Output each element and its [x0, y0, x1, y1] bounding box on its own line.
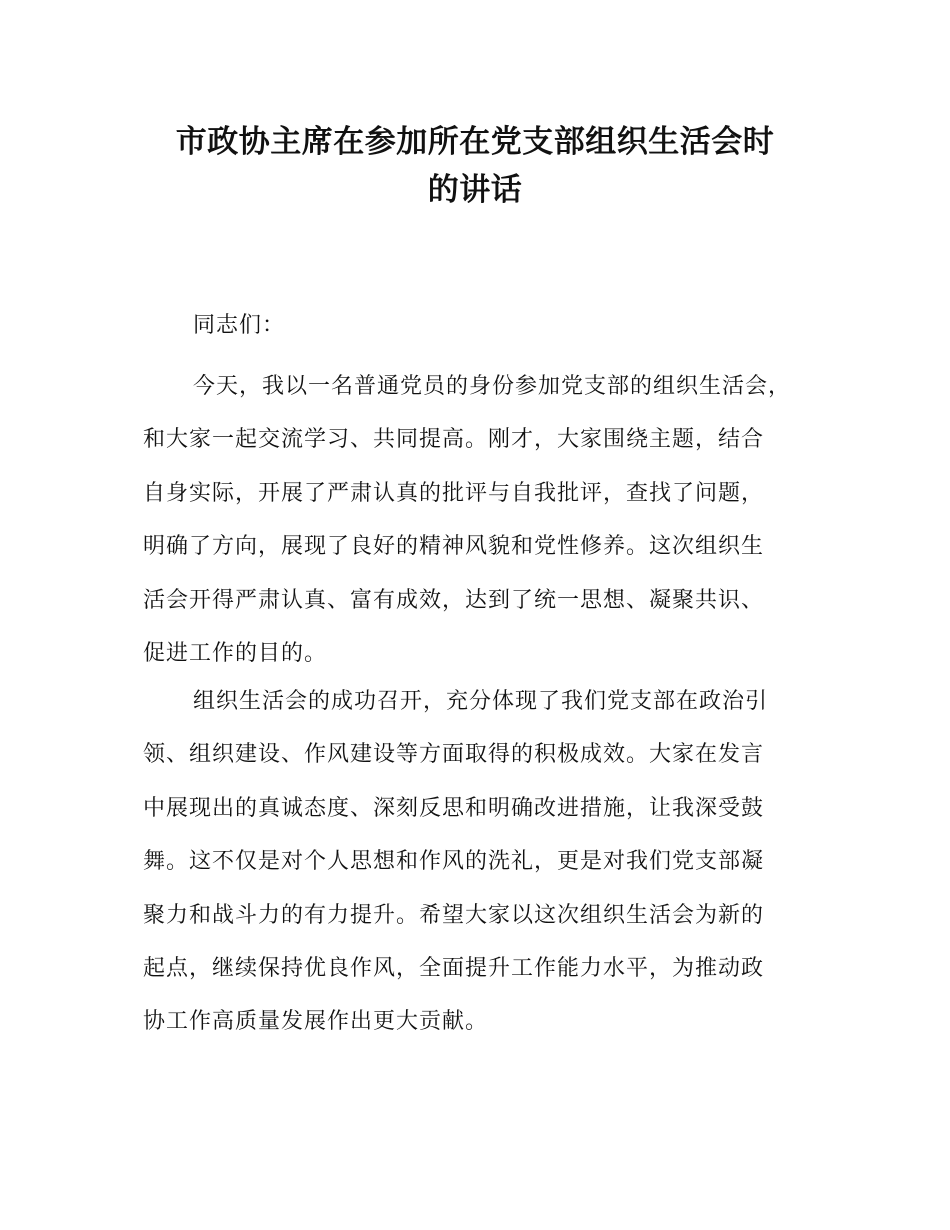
paragraph-2 [143, 675, 823, 1049]
paragraph-line: 活会开得严肃认真、富有成效，达到了统一思想、凝聚共识、 [143, 587, 765, 613]
title-line-1: 市政协主席在参加所在党支部组织生活会时 [175, 124, 775, 160]
paragraph-line: 领、组织建设、作风建设等方面取得的积极成效。大家在发言 [143, 742, 765, 768]
paragraph-line: 明确了方向，展现了良好的精神风貌和党性修养。这次组织生 [143, 534, 765, 560]
paragraph-line: 和大家一起交流学习、共同提高。刚才，大家围绕主题，结合 [143, 427, 765, 453]
document-title [120, 118, 830, 214]
paragraph-line: 自身实际，开展了严肃认真的批评与自我批评，查找了问题， [143, 480, 765, 506]
paragraph-line: 今天，我以一名普通党员的身份参加党支部的组织生活会， [193, 374, 792, 399]
paragraph-line: 聚力和战斗力的有力提升。希望大家以这次组织生活会为新的 [143, 902, 765, 928]
title-line-2: 的讲话 [427, 172, 523, 208]
paragraph-line: 舞。这不仅是对个人思想和作风的洗礼，更是对我们党支部凝 [143, 849, 765, 875]
greeting: 同志们： [193, 313, 286, 338]
paragraph-line: 促进工作的目的。 [143, 641, 328, 667]
paragraph-line: 中展现出的真诚态度、深刻反思和明确改进措施，让我深受鼓 [143, 795, 765, 821]
paragraph-line: 协工作高质量发展作出更大贡献。 [143, 1009, 489, 1035]
paragraph-1 [143, 360, 823, 680]
paragraph-line: 组织生活会的成功召开，充分体现了我们党支部在政治引 [193, 689, 769, 714]
paragraph-line: 起点，继续保持优良作风，全面提升工作能力水平，为推动政 [143, 956, 765, 982]
